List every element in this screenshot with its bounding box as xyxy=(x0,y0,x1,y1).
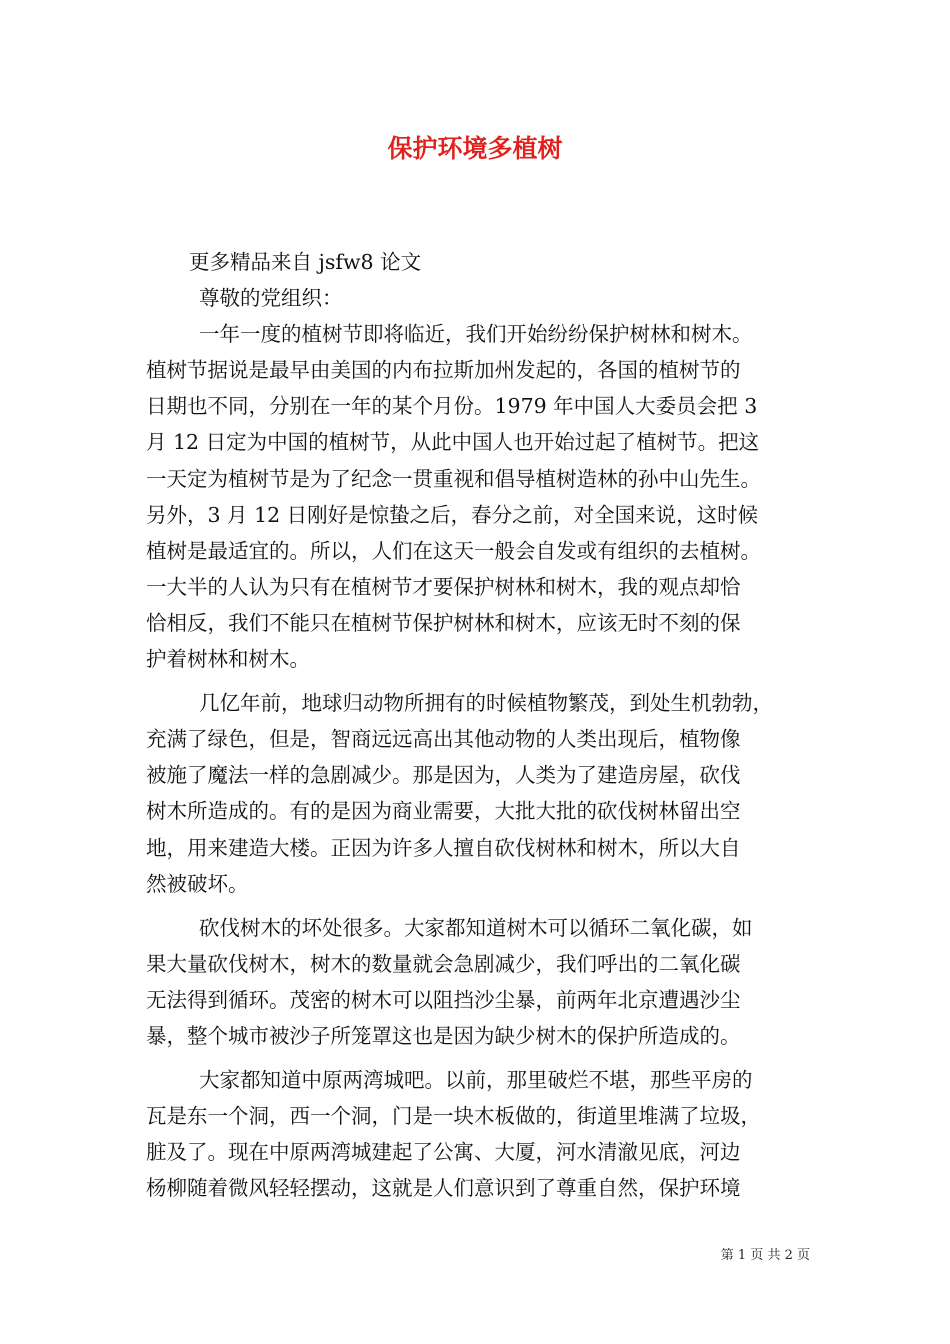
paragraph-2-line: 地，用来建造大楼。正因为许多人擅自砍伐树林和树木，所以大自 xyxy=(146,835,741,860)
paragraph-1-line: 恰相反，我们不能只在植树节保护树林和树木，应该无时不刻的保 xyxy=(146,610,741,635)
paragraph-3-line: 砍伐树木的坏处很多。大家都知道树木可以循环二氧化碳，如 xyxy=(199,915,753,940)
paragraph-3-line: 无法得到循环。茂密的树木可以阻挡沙尘暴，前两年北京遭遇沙尘 xyxy=(146,987,741,1012)
paragraph-3-line: 暴，整个城市被沙子所笼罩这也是因为缺少树木的保护所造成的。 xyxy=(146,1023,741,1048)
salutation: 尊敬的党组织： xyxy=(199,286,343,311)
paragraph-2-line: 被施了魔法一样的急剧减少。那是因为，人类为了建造房屋，砍伐 xyxy=(146,763,741,788)
paragraph-2-line: 充满了绿色，但是，智商远远高出其他动物的人类出现后，植物像 xyxy=(146,727,741,752)
paragraph-1-line: 月 12 日定为中国的植树节，从此中国人也开始过起了植树节。把这 xyxy=(146,430,760,455)
paragraph-3-line: 果大量砍伐树木，树木的数量就会急剧减少，我们呼出的二氧化碳 xyxy=(146,951,741,976)
paragraph-4-line: 脏及了。现在中原两湾城建起了公寓、大厦，河水清澈见底，河边 xyxy=(146,1140,741,1165)
paragraph-1-line: 一大半的人认为只有在植树节才要保护树林和树木，我的观点却恰 xyxy=(146,574,741,599)
paragraph-1-line: 日期也不同，分别在一年的某个月份。1979 年中国人大委员会把 3 xyxy=(146,394,758,419)
paragraph-4-line: 大家都知道中原两湾城吧。以前，那里破烂不堪，那些平房的 xyxy=(199,1068,753,1093)
document-body xyxy=(146,244,810,1206)
paragraph-1-line: 护着树林和树木。 xyxy=(146,647,310,672)
paragraph-1-line: 一年一度的植树节即将临近，我们开始纷纷保护树林和树木。 xyxy=(199,322,753,347)
paragraph-1-line: 另外，3 月 12 日刚好是惊蛰之后，春分之前，对全国来说，这时候 xyxy=(146,502,759,527)
paragraph-1-line: 一天定为植树节是为了纪念一贯重视和倡导植树造林的孙中山先生。 xyxy=(146,466,761,491)
paragraph-4-line: 瓦是东一个洞，西一个洞，门是一块木板做的，街道里堆满了垃圾， xyxy=(146,1104,761,1129)
document-title: 保护环境多植树 xyxy=(387,134,563,163)
paragraph-2-line: 几亿年前，地球归动物所拥有的时候植物繁茂，到处生机勃勃， xyxy=(199,691,773,716)
paragraph-2-line: 树木所造成的。有的是因为商业需要，大批大批的砍伐树林留出空 xyxy=(146,799,741,824)
paragraph-1-line: 植树是最适宜的。所以，人们在这天一般会自发或有组织的去植树。 xyxy=(146,538,761,563)
source-line: 更多精品来自 jsfw8 论文 xyxy=(189,250,422,274)
paragraph-1-line: 植树节据说是最早由美国的内布拉斯加州发起的，各国的植树节的 xyxy=(146,358,741,383)
paragraph-4-line: 杨柳随着微风轻轻摆动，这就是人们意识到了尊重自然，保护环境 xyxy=(146,1176,741,1201)
page-number-footer: 第 1 页 共 2 页 xyxy=(720,1248,810,1263)
paragraph-2-line: 然被破坏。 xyxy=(146,871,249,896)
